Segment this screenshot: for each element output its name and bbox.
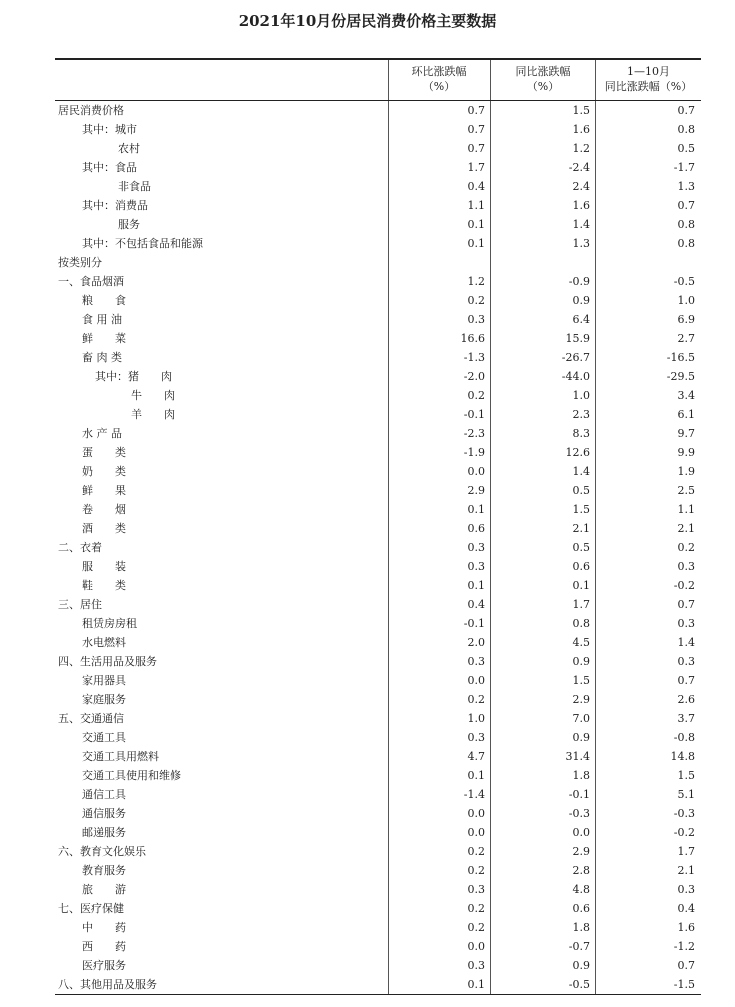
row-label: 中 药: [82, 921, 126, 934]
mom-value: 0.0: [467, 940, 485, 953]
row-label: 其中：食品: [82, 161, 137, 174]
mom-value: 0.6: [467, 522, 485, 535]
table-row: [55, 918, 701, 937]
ytd-value: -0.8: [673, 731, 695, 744]
ytd-value: -1.2: [673, 940, 695, 953]
table-row: [55, 671, 701, 690]
table-row: [55, 557, 701, 576]
ytd-value: 1.0: [677, 294, 695, 307]
row-label: 七、医疗保健: [58, 902, 124, 915]
mom-value: -1.9: [463, 446, 485, 459]
table-row: [55, 728, 701, 747]
row-label: 服务: [118, 218, 140, 231]
mom-value: 0.3: [467, 731, 485, 744]
ytd-value: 2.5: [677, 484, 695, 497]
ytd-value: 2.1: [677, 522, 695, 535]
table-row: [55, 766, 701, 785]
table-row: [55, 139, 701, 158]
yoy-value: 1.0: [572, 389, 590, 402]
header-ytd: 1—10月 同比涨跌幅（%）: [604, 65, 693, 93]
row-label: 食 用 油: [82, 313, 122, 326]
ytd-value: -0.2: [673, 579, 695, 592]
yoy-value: 0.6: [572, 902, 590, 915]
mom-value: 0.3: [467, 560, 485, 573]
yoy-value: 0.1: [572, 579, 590, 592]
yoy-value: 0.9: [572, 731, 590, 744]
table-row: [55, 291, 701, 310]
table-row: [55, 956, 701, 975]
ytd-value: 2.7: [677, 332, 695, 345]
yoy-value: -0.9: [568, 275, 590, 288]
table-row: [55, 215, 701, 234]
row-label: 畜 肉 类: [82, 351, 122, 364]
yoy-value: 0.5: [572, 541, 590, 554]
yoy-value: 1.4: [572, 218, 590, 231]
row-label: 其中：城市: [82, 123, 137, 136]
mom-value: 0.4: [467, 598, 485, 611]
header-mom: 环比涨跌幅 （%）: [411, 65, 467, 93]
table-row: [55, 424, 701, 443]
row-label: 西 药: [82, 940, 126, 953]
ytd-value: 0.3: [677, 655, 695, 668]
row-label: 五、交通通信: [58, 712, 124, 725]
table-row: [55, 690, 701, 709]
yoy-value: 1.8: [572, 921, 590, 934]
mom-value: 0.2: [467, 902, 485, 915]
row-label: 一、食品烟酒: [58, 275, 124, 288]
row-label: 牛 肉: [131, 389, 175, 402]
yoy-value: 0.8: [572, 617, 590, 630]
row-label: 鞋 类: [82, 579, 126, 592]
ytd-value: 1.3: [677, 180, 695, 193]
table-body: [55, 101, 701, 995]
yoy-value: 15.9: [565, 332, 590, 345]
mom-value: 0.1: [467, 769, 485, 782]
yoy-value: 2.4: [572, 180, 590, 193]
yoy-value: 8.3: [572, 427, 590, 440]
row-label: 通信工具: [82, 788, 126, 801]
ytd-value: 0.8: [677, 237, 695, 250]
mom-value: 0.2: [467, 845, 485, 858]
yoy-value: 1.2: [572, 142, 590, 155]
ytd-value: 1.1: [677, 503, 695, 516]
yoy-value: 0.5: [572, 484, 590, 497]
mom-value: 2.0: [467, 636, 485, 649]
cpi-table: [55, 58, 701, 995]
mom-value: 0.2: [467, 693, 485, 706]
ytd-value: 0.8: [677, 123, 695, 136]
mom-value: 0.1: [467, 978, 485, 991]
mom-value: 0.0: [467, 465, 485, 478]
mom-value: 1.1: [467, 199, 485, 212]
mom-value: -1.4: [463, 788, 485, 801]
table-row: [55, 842, 701, 861]
mom-value: 16.6: [460, 332, 485, 345]
ytd-value: -1.5: [673, 978, 695, 991]
table-row: [55, 443, 701, 462]
table-row: [55, 120, 701, 139]
yoy-value: 2.8: [572, 864, 590, 877]
yoy-value: 1.8: [572, 769, 590, 782]
table-row: [55, 804, 701, 823]
yoy-value: -44.0: [561, 370, 590, 383]
row-label: 粮 食: [82, 294, 126, 307]
row-label: 其中：猪 肉: [95, 370, 172, 383]
ytd-value: 0.5: [677, 142, 695, 155]
mom-value: 2.9: [467, 484, 485, 497]
table-row: [55, 500, 701, 519]
table-row: [55, 310, 701, 329]
yoy-value: -26.7: [561, 351, 590, 364]
table-row: [55, 519, 701, 538]
table-row: [55, 823, 701, 842]
yoy-value: -2.4: [568, 161, 590, 174]
ytd-value: 0.3: [677, 560, 695, 573]
row-label: 三、居住: [58, 598, 102, 611]
yoy-value: -0.1: [568, 788, 590, 801]
yoy-value: 0.0: [572, 826, 590, 839]
ytd-value: 6.9: [677, 313, 695, 326]
table-row: [55, 329, 701, 348]
mom-value: 0.0: [467, 807, 485, 820]
row-label: 交通工具用燃料: [82, 750, 159, 763]
ytd-value: 0.3: [677, 617, 695, 630]
row-label: 奶 类: [82, 465, 126, 478]
row-label: 卷 烟: [82, 503, 126, 516]
mom-value: -1.3: [463, 351, 485, 364]
row-label: 酒 类: [82, 522, 126, 535]
table-row: [55, 177, 701, 196]
ytd-value: 0.8: [677, 218, 695, 231]
table-row: [55, 101, 701, 120]
mom-value: -0.1: [463, 408, 485, 421]
yoy-value: 2.9: [572, 693, 590, 706]
yoy-value: 1.6: [572, 199, 590, 212]
mom-value: -2.0: [463, 370, 485, 383]
table-row: [55, 880, 701, 899]
yoy-value: 1.3: [572, 237, 590, 250]
row-label: 鲜 菜: [82, 332, 126, 345]
row-label: 六、教育文化娱乐: [58, 845, 146, 858]
yoy-value: 2.9: [572, 845, 590, 858]
table-row: [55, 386, 701, 405]
column-divider: [595, 60, 596, 100]
ytd-value: 1.5: [677, 769, 695, 782]
ytd-value: 0.7: [677, 674, 695, 687]
mom-value: 0.3: [467, 313, 485, 326]
row-label: 非食品: [118, 180, 151, 193]
table-row: [55, 253, 701, 272]
row-label: 四、生活用品及服务: [58, 655, 157, 668]
table-header: [55, 58, 701, 101]
yoy-value: 6.4: [572, 313, 590, 326]
ytd-value: 5.1: [677, 788, 695, 801]
mom-value: 0.0: [467, 826, 485, 839]
mom-value: 0.3: [467, 541, 485, 554]
row-label: 医疗服务: [82, 959, 126, 972]
page-title: 2021年10月份居民消费价格主要数据: [238, 12, 497, 30]
table-row: [55, 538, 701, 557]
ytd-value: -16.5: [666, 351, 695, 364]
row-label: 其中：消费品: [82, 199, 148, 212]
row-label: 鲜 果: [82, 484, 126, 497]
ytd-value: 0.7: [677, 959, 695, 972]
row-label: 教育服务: [82, 864, 126, 877]
yoy-value: 2.3: [572, 408, 590, 421]
row-label: 蛋 类: [82, 446, 126, 459]
yoy-value: 0.9: [572, 959, 590, 972]
ytd-value: 0.2: [677, 541, 695, 554]
yoy-value: 31.4: [565, 750, 590, 763]
column-divider: [490, 60, 491, 100]
header-yoy: 同比涨跌幅 （%）: [515, 65, 571, 93]
yoy-value: 2.1: [572, 522, 590, 535]
yoy-value: 0.9: [572, 294, 590, 307]
ytd-value: 1.4: [677, 636, 695, 649]
mom-value: 0.7: [467, 104, 485, 117]
ytd-value: 2.1: [677, 864, 695, 877]
ytd-value: 6.1: [677, 408, 695, 421]
ytd-value: 2.6: [677, 693, 695, 706]
table-row: [55, 861, 701, 880]
yoy-value: -0.3: [568, 807, 590, 820]
ytd-value: 9.7: [677, 427, 695, 440]
yoy-value: 1.5: [572, 503, 590, 516]
row-label: 家用器具: [82, 674, 126, 687]
column-divider: [388, 101, 389, 994]
mom-value: 0.2: [467, 389, 485, 402]
mom-value: 1.2: [467, 275, 485, 288]
row-label: 邮递服务: [82, 826, 126, 839]
mom-value: 0.1: [467, 503, 485, 516]
row-label: 农村: [118, 142, 140, 155]
mom-value: 0.2: [467, 294, 485, 307]
row-label: 旅 游: [82, 883, 126, 896]
ytd-value: 0.7: [677, 199, 695, 212]
ytd-value: 0.3: [677, 883, 695, 896]
ytd-value: 1.6: [677, 921, 695, 934]
row-label: 通信服务: [82, 807, 126, 820]
row-label: 水 产 品: [82, 427, 122, 440]
table-row: [55, 747, 701, 766]
yoy-value: 4.8: [572, 883, 590, 896]
row-label: 交通工具: [82, 731, 126, 744]
row-label: 居民消费价格: [58, 104, 124, 117]
row-label: 交通工具使用和维修: [82, 769, 181, 782]
table-row: [55, 576, 701, 595]
yoy-value: 0.6: [572, 560, 590, 573]
table-row: [55, 614, 701, 633]
table-row: [55, 196, 701, 215]
mom-value: 0.2: [467, 921, 485, 934]
yoy-value: 0.9: [572, 655, 590, 668]
yoy-value: 1.5: [572, 674, 590, 687]
ytd-value: 9.9: [677, 446, 695, 459]
yoy-value: 1.5: [572, 104, 590, 117]
table-row: [55, 633, 701, 652]
table-row: [55, 234, 701, 253]
mom-value: 1.0: [467, 712, 485, 725]
table-row: [55, 405, 701, 424]
row-label: 二、衣着: [58, 541, 102, 554]
ytd-value: 1.9: [677, 465, 695, 478]
mom-value: 0.2: [467, 864, 485, 877]
row-label: 租赁房房租: [82, 617, 137, 630]
row-label: 八、其他用品及服务: [58, 978, 157, 991]
mom-value: 1.7: [467, 161, 485, 174]
table-row: [55, 899, 701, 918]
mom-value: 0.0: [467, 674, 485, 687]
mom-value: -2.3: [463, 427, 485, 440]
table-row: [55, 975, 701, 994]
yoy-value: 4.5: [572, 636, 590, 649]
table-row: [55, 652, 701, 671]
row-label: 家庭服务: [82, 693, 126, 706]
ytd-value: 14.8: [670, 750, 695, 763]
mom-value: -0.1: [463, 617, 485, 630]
mom-value: 0.7: [467, 142, 485, 155]
mom-value: 0.7: [467, 123, 485, 136]
ytd-value: 0.7: [677, 104, 695, 117]
column-divider: [388, 60, 389, 100]
mom-value: 0.1: [467, 218, 485, 231]
ytd-value: 0.4: [677, 902, 695, 915]
yoy-value: -0.7: [568, 940, 590, 953]
ytd-value: 1.7: [677, 845, 695, 858]
table-row: [55, 595, 701, 614]
column-divider: [490, 101, 491, 994]
table-row: [55, 348, 701, 367]
table-row: [55, 937, 701, 956]
yoy-value: 7.0: [572, 712, 590, 725]
ytd-value: 0.7: [677, 598, 695, 611]
table-row: [55, 272, 701, 291]
row-label: 其中：不包括食品和能源: [82, 237, 203, 250]
table-row: [55, 481, 701, 500]
table-row: [55, 462, 701, 481]
ytd-value: -29.5: [666, 370, 695, 383]
mom-value: 0.4: [467, 180, 485, 193]
yoy-value: 1.4: [572, 465, 590, 478]
mom-value: 4.7: [467, 750, 485, 763]
mom-value: 0.3: [467, 655, 485, 668]
row-label: 水电燃料: [82, 636, 126, 649]
mom-value: 0.1: [467, 237, 485, 250]
table-row: [55, 158, 701, 177]
column-divider: [595, 101, 596, 994]
row-label: 羊 肉: [131, 408, 175, 421]
ytd-value: -1.7: [673, 161, 695, 174]
ytd-value: -0.3: [673, 807, 695, 820]
yoy-value: 1.6: [572, 123, 590, 136]
row-label: 按类别分: [58, 256, 102, 269]
table-row: [55, 367, 701, 386]
mom-value: 0.3: [467, 883, 485, 896]
ytd-value: -0.2: [673, 826, 695, 839]
ytd-value: -0.5: [673, 275, 695, 288]
table-row: [55, 785, 701, 804]
table-row: [55, 709, 701, 728]
yoy-value: 1.7: [572, 598, 590, 611]
yoy-value: 12.6: [565, 446, 590, 459]
mom-value: 0.1: [467, 579, 485, 592]
row-label: 服 装: [82, 560, 126, 573]
mom-value: 0.3: [467, 959, 485, 972]
ytd-value: 3.7: [677, 712, 695, 725]
ytd-value: 3.4: [677, 389, 695, 402]
yoy-value: -0.5: [568, 978, 590, 991]
